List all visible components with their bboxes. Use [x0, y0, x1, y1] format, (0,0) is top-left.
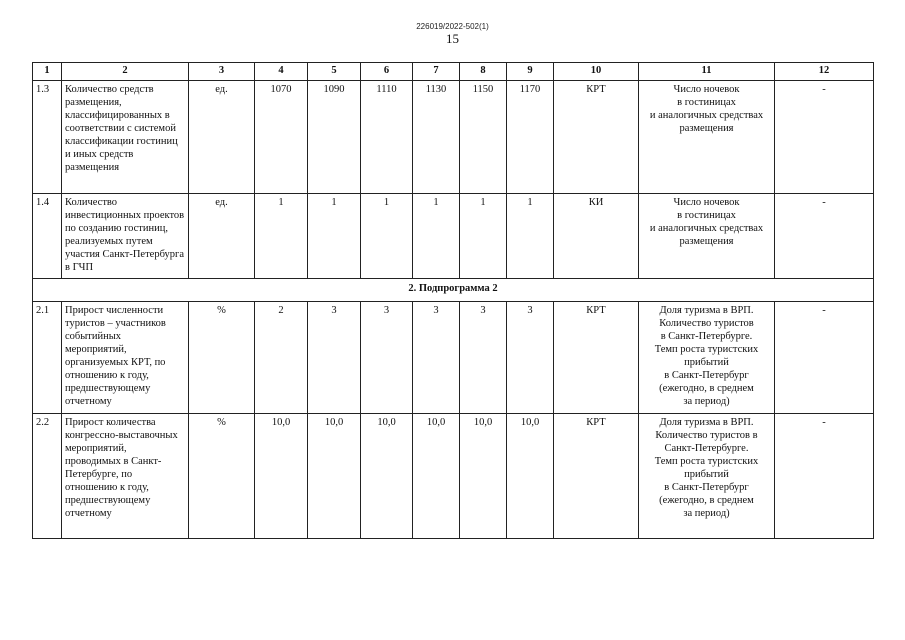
- row-number: 2.1: [33, 302, 62, 414]
- note-cell: -: [775, 414, 874, 539]
- value-cell: 1090: [308, 81, 361, 194]
- col-header: 1: [33, 63, 62, 81]
- row-number: 1.3: [33, 81, 62, 194]
- note-cell: -: [775, 194, 874, 279]
- target-indicator-cell: Доля туризма в ВРП. Количество туристов в Санкт-Петербурге. Темп роста туристских прибытий в Санкт-Петербург (ежегодно, в среднем за период): [639, 302, 775, 414]
- unit-cell: ед.: [189, 81, 255, 194]
- value-cell: 3: [460, 302, 507, 414]
- col-header: 11: [639, 63, 775, 81]
- unit-cell: %: [189, 302, 255, 414]
- value-cell: 1070: [255, 81, 308, 194]
- col-header: 4: [255, 63, 308, 81]
- row-number: 1.4: [33, 194, 62, 279]
- value-cell: 10,0: [361, 414, 413, 539]
- page-number: 15: [446, 31, 459, 46]
- value-cell: 10,0: [255, 414, 308, 539]
- unit-cell: ед.: [189, 194, 255, 279]
- value-cell: 1: [413, 194, 460, 279]
- responsible-cell: КРТ: [554, 302, 639, 414]
- section-title: 2. Подпрограмма 2: [33, 279, 874, 302]
- value-cell: 10,0: [308, 414, 361, 539]
- table-row: [33, 81, 874, 194]
- target-indicator-cell: Число ночевок в гостиницах и аналогичных средствах размещения: [639, 81, 775, 194]
- col-header: 9: [507, 63, 554, 81]
- indicator-name: Количество средств размещения, классифицированных в соответствии с системой классификации гостиниц и иных средств размещения: [62, 81, 189, 194]
- col-header: 2: [62, 63, 189, 81]
- table-row: [33, 194, 874, 279]
- value-cell: 3: [308, 302, 361, 414]
- responsible-cell: КИ: [554, 194, 639, 279]
- indicator-name: Прирост количества конгрессно-выставочных мероприятий, проводимых в Санкт-Петербурге, по отношению к году, предшествующему отчетному: [62, 414, 189, 539]
- responsible-cell: КРТ: [554, 81, 639, 194]
- value-cell: 1150: [460, 81, 507, 194]
- note-cell: -: [775, 81, 874, 194]
- table-row: [33, 302, 874, 414]
- responsible-cell: КРТ: [554, 414, 639, 539]
- value-cell: 1: [361, 194, 413, 279]
- col-header: 6: [361, 63, 413, 81]
- indicator-name: Количество инвестиционных проектов по созданию гостиниц, реализуемых путем участия Санкт-Петербурга в ГЧП: [62, 194, 189, 279]
- value-cell: 10,0: [460, 414, 507, 539]
- document-id: 226019/2022-502(1): [416, 22, 489, 31]
- unit-cell: %: [189, 414, 255, 539]
- column-number-row: [33, 63, 874, 81]
- value-cell: 1170: [507, 81, 554, 194]
- value-cell: 1130: [413, 81, 460, 194]
- section-row: [33, 279, 874, 302]
- note-cell: -: [775, 302, 874, 414]
- value-cell: 1: [255, 194, 308, 279]
- indicator-name: Прирост численности туристов – участников событийных мероприятий, организуемых КРТ, по отношению к году, предшествующему отчетному: [62, 302, 189, 414]
- value-cell: 10,0: [507, 414, 554, 539]
- col-header: 7: [413, 63, 460, 81]
- value-cell: 3: [361, 302, 413, 414]
- col-header: 8: [460, 63, 507, 81]
- indicators-table: [32, 62, 874, 539]
- value-cell: 1: [507, 194, 554, 279]
- table-row: [33, 414, 874, 539]
- value-cell: 10,0: [413, 414, 460, 539]
- col-header: 12: [775, 63, 874, 81]
- col-header: 3: [189, 63, 255, 81]
- col-header: 5: [308, 63, 361, 81]
- value-cell: 1: [460, 194, 507, 279]
- col-header: 10: [554, 63, 639, 81]
- value-cell: 3: [413, 302, 460, 414]
- value-cell: 1: [308, 194, 361, 279]
- row-number: 2.2: [33, 414, 62, 539]
- target-indicator-cell: Доля туризма в ВРП. Количество туристов в Санкт-Петербурге. Темп роста туристских прибытий в Санкт-Петербург (ежегодно, в среднем за период): [639, 414, 775, 539]
- value-cell: 1110: [361, 81, 413, 194]
- value-cell: 2: [255, 302, 308, 414]
- target-indicator-cell: Число ночевок в гостиницах и аналогичных средствах размещения: [639, 194, 775, 279]
- value-cell: 3: [507, 302, 554, 414]
